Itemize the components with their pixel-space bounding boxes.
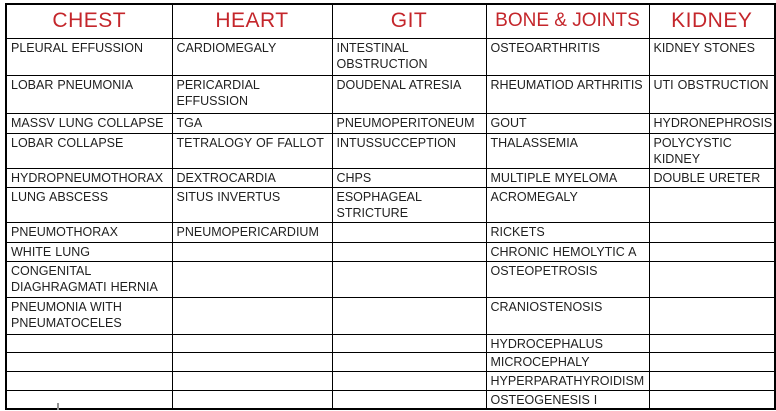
column-header-git: GIT [332, 4, 486, 38]
cell-kidney-r9 [649, 261, 775, 297]
cell-heart-r6: SITUS INVERTUS [172, 187, 332, 222]
table-row [6, 133, 775, 168]
cell-kidney-r13 [649, 371, 775, 390]
table-row [6, 75, 775, 113]
table-row [6, 222, 775, 242]
cell-bone-joints-r2: RHEUMATIOD ARTHRITIS [486, 75, 649, 113]
cell-kidney-r1: KIDNEY STONES [649, 38, 775, 75]
cell-heart-r13 [172, 371, 332, 390]
cell-chest-r7: PNEUMOTHORAX [6, 222, 172, 242]
cell-heart-r10 [172, 297, 332, 334]
cell-git-r12 [332, 353, 486, 372]
cell-chest-r12 [6, 353, 172, 372]
cell-chest-r8: WHITE LUNG [6, 242, 172, 261]
cell-heart-r14 [172, 390, 332, 409]
cell-git-r14 [332, 390, 486, 409]
cell-chest-r13 [6, 371, 172, 390]
cell-chest-r4: LOBAR COLLAPSE [6, 133, 172, 168]
cell-heart-r3: TGA [172, 113, 332, 133]
cell-kidney-r12 [649, 353, 775, 372]
column-header-kidney: KIDNEY [649, 4, 775, 38]
cell-git-r6: ESOPHAGEAL STRICTURE [332, 187, 486, 222]
cell-heart-r4: TETRALOGY OF FALLOT [172, 133, 332, 168]
cell-kidney-r14 [649, 390, 775, 409]
cell-heart-r12 [172, 353, 332, 372]
cell-kidney-r6 [649, 187, 775, 222]
cell-chest-r10: PNEUMONIA WITH PNEUMATOCELES [6, 297, 172, 334]
cell-heart-r8 [172, 242, 332, 261]
cell-kidney-r8 [649, 242, 775, 261]
cell-chest-r3: MASSV LUNG COLLAPSE [6, 113, 172, 133]
cell-kidney-r4: POLYCYSTIC KIDNEY [649, 133, 775, 168]
column-header-heart: HEART [172, 4, 332, 38]
table-row [6, 168, 775, 187]
cell-kidney-r7 [649, 222, 775, 242]
cell-git-r11 [332, 334, 486, 353]
cell-bone-joints-r14: OSTEOGENESIS I [486, 390, 649, 409]
cell-kidney-r11 [649, 334, 775, 353]
cell-heart-r11 [172, 334, 332, 353]
cell-kidney-r10 [649, 297, 775, 334]
cell-heart-r1: CARDIOMEGALY [172, 38, 332, 75]
cell-git-r5: CHPS [332, 168, 486, 187]
cell-bone-joints-r7: RICKETS [486, 222, 649, 242]
cell-chest-r9: CONGENITAL DIAGHRAGMATI HERNIA [6, 261, 172, 297]
cell-chest-r11 [6, 334, 172, 353]
cell-chest-r6: LUNG ABSCESS [6, 187, 172, 222]
cell-heart-r9 [172, 261, 332, 297]
cell-chest-r5: HYDROPNEUMOTHORAX [6, 168, 172, 187]
table-row [6, 353, 775, 372]
cell-git-r9 [332, 261, 486, 297]
cell-heart-r7: PNEUMOPERICARDIUM [172, 222, 332, 242]
header-row [6, 4, 775, 38]
cell-git-r2: DOUDENAL ATRESIA [332, 75, 486, 113]
cell-kidney-r3: HYDRONEPHROSIS [649, 113, 775, 133]
table-row [6, 261, 775, 297]
table-row [6, 113, 775, 133]
table-row [6, 297, 775, 334]
cell-bone-joints-r3: GOUT [486, 113, 649, 133]
cell-heart-r2: PERICARDIAL EFFUSSION [172, 75, 332, 113]
cell-chest-r14 [6, 390, 172, 409]
cell-git-r7 [332, 222, 486, 242]
cell-kidney-r2: UTI OBSTRUCTION [649, 75, 775, 113]
cell-bone-joints-r5: MULTIPLE MYELOMA [486, 168, 649, 187]
cell-git-r13 [332, 371, 486, 390]
cell-bone-joints-r4: THALASSEMIA [486, 133, 649, 168]
table-row [6, 242, 775, 261]
cell-bone-joints-r6: ACROMEGALY [486, 187, 649, 222]
cell-bone-joints-r13: HYPERPARATHYROIDISM [486, 371, 649, 390]
cell-chest-r2: LOBAR PNEUMONIA [6, 75, 172, 113]
cell-bone-joints-r11: HYDROCEPHALUS [486, 334, 649, 353]
table-row [6, 371, 775, 390]
table-row [6, 390, 775, 409]
cell-bone-joints-r8: CHRONIC HEMOLYTIC A [486, 242, 649, 261]
cell-bone-joints-r12: MICROCEPHALY [486, 353, 649, 372]
text-cursor-tick [57, 403, 59, 410]
radiology-conditions-table [5, 3, 776, 410]
cell-kidney-r5: DOUBLE URETER [649, 168, 775, 187]
cell-bone-joints-r1: OSTEOARTHRITIS [486, 38, 649, 75]
table-row [6, 38, 775, 75]
cell-heart-r5: DEXTROCARDIA [172, 168, 332, 187]
cell-git-r1: INTESTINAL OBSTRUCTION [332, 38, 486, 75]
table-row [6, 334, 775, 353]
cell-git-r3: PNEUMOPERITONEUM [332, 113, 486, 133]
cell-bone-joints-r10: CRANIOSTENOSIS [486, 297, 649, 334]
column-header-chest: CHEST [6, 4, 172, 38]
column-header-bone-joints: BONE & JOINTS [486, 4, 649, 38]
table-row [6, 187, 775, 222]
cell-bone-joints-r9: OSTEOPETROSIS [486, 261, 649, 297]
cell-git-r8 [332, 242, 486, 261]
cell-chest-r1: PLEURAL EFFUSSION [6, 38, 172, 75]
cell-git-r10 [332, 297, 486, 334]
cell-git-r4: INTUSSUCCEPTION [332, 133, 486, 168]
